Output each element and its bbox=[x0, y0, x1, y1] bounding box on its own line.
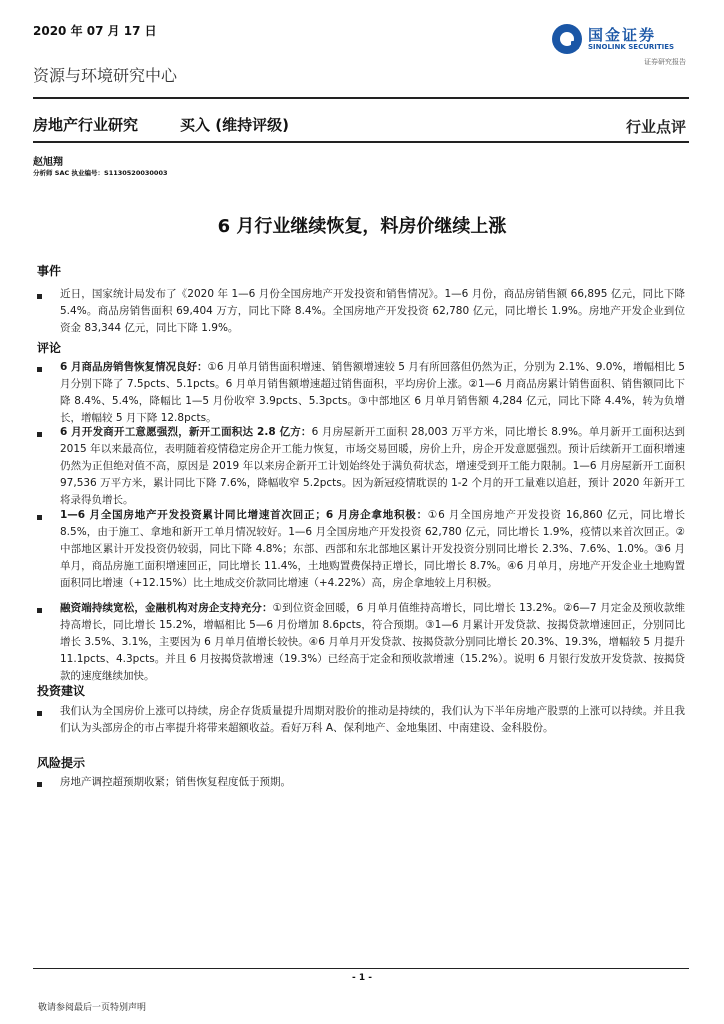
bullet-icon bbox=[37, 711, 42, 716]
bullet-icon bbox=[37, 294, 42, 299]
footer-note: 敬请参阅最后一页特别声明 bbox=[38, 1003, 147, 1013]
report-category: 行业点评 bbox=[625, 118, 686, 136]
bullet-icon bbox=[37, 515, 42, 520]
comment-item-2-text: 6 月房屋新开工面积 28,003 万平方米，同比增长 8.9%。单月新开工面积达到 2015 年以来最高位，表明随着疫情稳定房企开工能力恢复，市场交易回暖，房价上升，房企开发意愿强烈。预计后续新开工面积增速仍然为正但绝对值不高，原因是 2019 年以来房企新开工计划始终处于满负荷状态，增速受到开工能力限制。1—6 月房屋新开工面积 97,536 万平方米，累计同比下降 7.6%，降幅收窄 5.2pcts。因为新冠疫情耽误的 1-2 个月的开工量难以追赶，预计 2020 年新开工将录得负增长。 bbox=[60, 426, 685, 506]
analyst-cert: 分析师 SAC 执业编号：S1130520030003 bbox=[33, 169, 168, 177]
page-title: 6 月行业继续恢复，料房价继续上涨 bbox=[217, 216, 507, 237]
analyst-name: 赵旭翔 bbox=[33, 157, 63, 168]
report-subtag: 证券研究报告 bbox=[644, 58, 686, 66]
logo-mark-icon bbox=[552, 24, 582, 54]
section-advice-heading: 投资建议 bbox=[37, 684, 86, 698]
logo-english: SINOLINK SECURITIES bbox=[588, 43, 675, 51]
comment-item-2 bbox=[60, 424, 685, 509]
report-date: 2020 年 07 月 17 日 bbox=[33, 24, 157, 38]
logo-name: 国金证券 bbox=[588, 26, 657, 44]
bullet-icon bbox=[37, 608, 42, 613]
comment-item-4 bbox=[60, 600, 685, 685]
advice-text: 我们认为全国房价上涨可以持续，房企存货质量提升周期对股价的推动是持续的，我们认为下半年房地产股票的上涨可以持续。并且我们认为头部房企的市占率提升将带来超额收益。看好万科 A、保利地产、金地集团、中南建设、金科股份。 bbox=[60, 705, 685, 734]
bullet-icon bbox=[37, 367, 42, 372]
risk-text: 房地产调控超预期收紧；销售恢复程度低于预期。 bbox=[60, 776, 291, 788]
comment-item-1-text: ①6 月单月销售面积增速、销售额增速较 5 月有所回落但仍然为正，分别为 2.1%、9.0%，增幅相比 5 月分别下降了 7.5pcts、5.1pcts。6 月单月销售额增速超过销售面积，平均房价上涨。②1—6 月商品房累计销售面积、销售额同比下降 8.4%、5.4%，降幅比 1—5 月份收窄 3.9pcts、5.3pcts。③中部地区 6 月单月销售额 4,284 亿元，同比下降 4.4%，转为负增长，增幅较 5 月下降 12.8pcts。 bbox=[60, 361, 685, 424]
rating: 买入 (维持评级) bbox=[180, 116, 289, 134]
comment-item-3-lead: 1—6 月全国房地产开发投资累计同比增速首次回正；6 月房企拿地积极： bbox=[60, 509, 428, 521]
footer-divider bbox=[33, 968, 689, 969]
report-type: 房地产行业研究 bbox=[33, 116, 139, 134]
section-risk-heading: 风险提示 bbox=[37, 756, 86, 770]
comment-item-1-lead: 6 月商品房销售恢复情况良好： bbox=[60, 361, 208, 373]
comment-item-2-lead: 6 月开发商开工意愿强烈，新开工面积达 2.8 亿方： bbox=[60, 426, 312, 438]
research-center: 资源与环境研究中心 bbox=[33, 66, 178, 85]
event-text: 近日，国家统计局发布了《2020 年 1—6 月份全国房地产开发投资和销售情况》。1—6 月份，商品房销售额 66,895 亿元，同比下降 5.4%。商品房销售面积 69,404 万方，同比下降 8.4%。全国房地产开发投资 62,780 亿元，同比增长 1.9%。房地产开发企业到位资金 83,344 亿元，同比下降 1.9%。 bbox=[60, 288, 685, 334]
page-number: - 1 - bbox=[352, 973, 372, 983]
logo-dot-icon bbox=[571, 41, 579, 49]
comment-item-1 bbox=[60, 359, 685, 427]
comment-item-3-text: ①6 月全国房地产开发投资 16,860 亿元，同比增长 8.5%，由于施工、拿地和新开工单月情况较好。1—6 月全国房地产开发投资 62,780 亿元，同比增长 1.9%，疫情以来首次回正。②中部地区累计开发投资仍较弱，同比下降 4.8%；东部、西部和东北部地区累计开发投资分别同比增长 2.3%、7.6%、1.0%。③6 月单月，商品房施工面积增速回正，同比增长 11.4%，土地购置费保持正增长，同比增长 8.7%。④6 月单月，房地产开发企业土地购置面积同比增速（+12.15%）比土地成交价款同比增速（+4.22%）高，房企拿地较上月积极。 bbox=[60, 509, 685, 589]
bullet-icon bbox=[37, 782, 42, 787]
section-comment-heading: 评论 bbox=[37, 341, 62, 355]
section-event-heading: 事件 bbox=[37, 264, 62, 278]
comment-item-4-text: ①到位资金回暖，6 月单月值维持高增长，同比增长 13.2%。②6—7 月定金及预收款维持高增长，同比增长 15.2%，增幅相比 5—6 月份增加 8.6pcts，符合预期。③1—6 月累计开发贷款、按揭贷款增速回正，分别同比增长 3.5%、3.1%，主要因为 6 月单月值增长较快。④6 月单月开发贷款、按揭贷款分别同比增长 20.3%、19.3%，增幅较 5 月提升 11.1pcts、4.3pcts。并且 6 月按揭贷款增速（19.3%）已经高于定金和预收款增速（15.2%）。说明 6 月银行发放开发贷款、按揭贷款的速度继续加快。 bbox=[60, 602, 685, 682]
comment-item-3 bbox=[60, 507, 685, 592]
comment-item-4-lead: 融资端持续宽松，金融机构对房企支持充分： bbox=[60, 602, 273, 614]
bullet-icon bbox=[37, 432, 42, 437]
title-divider bbox=[33, 141, 689, 143]
header-divider bbox=[33, 97, 689, 99]
